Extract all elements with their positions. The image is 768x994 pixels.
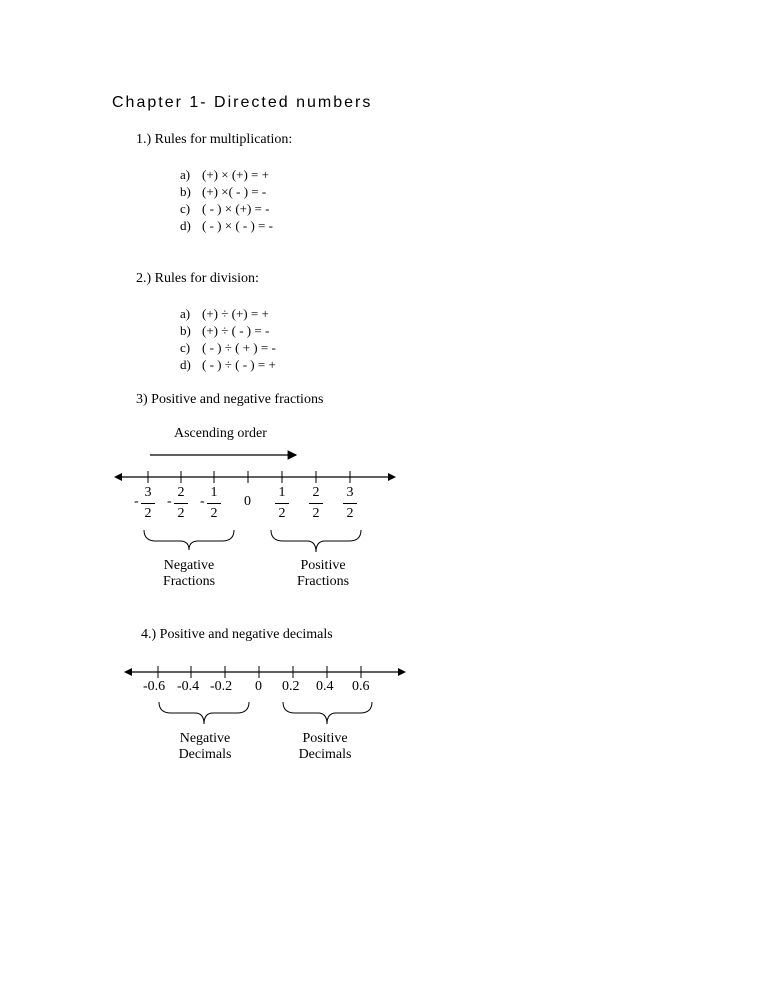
positive-label-line-2: Fractions bbox=[296, 574, 350, 589]
fraction-numerator: 1 bbox=[278, 485, 286, 500]
rule-text: ( - ) ÷ ( + ) = - bbox=[202, 340, 276, 355]
fraction-denominator: 2 bbox=[210, 506, 218, 521]
rule-label: b) bbox=[180, 323, 191, 338]
positive-decimals-label bbox=[288, 731, 362, 763]
decimal-tick-label: 0.4 bbox=[316, 679, 334, 694]
negative-fractions-label bbox=[152, 558, 226, 590]
negative-label-line-2: Decimals bbox=[178, 747, 232, 762]
decimal-tick-label: -0.4 bbox=[177, 679, 200, 694]
negative-label-line-1: Negative bbox=[163, 558, 215, 573]
positive-decimals-brace bbox=[283, 702, 372, 724]
fraction-pos-2-2 bbox=[309, 485, 323, 522]
fraction-pos-3-2 bbox=[343, 485, 357, 522]
rule-label: a) bbox=[180, 167, 191, 182]
fraction-numerator: 3 bbox=[346, 485, 354, 500]
negative-label-line-2: Fractions bbox=[162, 574, 216, 589]
fraction-bar bbox=[207, 503, 221, 504]
zero-label: 0 bbox=[244, 494, 251, 509]
rule-label: a) bbox=[180, 306, 191, 321]
fraction-bar bbox=[343, 503, 357, 504]
positive-label-line-1: Positive bbox=[300, 558, 346, 573]
division-heading: 2.) Rules for division: bbox=[136, 271, 259, 286]
decimal-tick-label: -0.2 bbox=[210, 679, 233, 694]
fraction-bar bbox=[141, 503, 155, 504]
decimal-number-line bbox=[124, 666, 406, 678]
fraction-pos-1-2 bbox=[275, 485, 289, 522]
fraction-bar bbox=[174, 503, 188, 504]
fraction-denominator: 2 bbox=[144, 506, 152, 521]
positive-fractions-label bbox=[286, 558, 360, 590]
fraction-denominator: 2 bbox=[278, 506, 286, 521]
negative-decimals-brace bbox=[159, 702, 249, 724]
multiplication-heading: 1.) Rules for multiplication: bbox=[136, 132, 293, 147]
fraction-neg-2-2 bbox=[174, 485, 188, 522]
rule-text: (+) ÷ (+) = + bbox=[202, 306, 269, 321]
negative-decimals-label bbox=[168, 731, 242, 763]
fraction-bar bbox=[275, 503, 289, 504]
rule-label: c) bbox=[180, 201, 191, 216]
rule-label: c) bbox=[180, 340, 191, 355]
rule-label: d) bbox=[180, 357, 191, 372]
fraction-numerator: 2 bbox=[177, 485, 185, 500]
rule-text: ( - ) × ( - ) = - bbox=[202, 218, 273, 233]
fraction-denominator: 2 bbox=[346, 506, 354, 521]
rule-text: ( - ) × (+) = - bbox=[202, 201, 270, 216]
positive-label-line-2: Decimals bbox=[298, 747, 352, 762]
fraction-numerator: 2 bbox=[312, 485, 320, 500]
ascending-order-label: Ascending order bbox=[174, 426, 267, 441]
fraction-denominator: 2 bbox=[312, 506, 320, 521]
minus-sign: - bbox=[200, 494, 205, 509]
fraction-denominator: 2 bbox=[177, 506, 185, 521]
decimals-heading: 4.) Positive and negative decimals bbox=[141, 627, 333, 642]
decimal-tick-label: 0 bbox=[255, 679, 262, 694]
rule-text: (+) ÷ ( - ) = - bbox=[202, 323, 270, 338]
fraction-number-line bbox=[114, 471, 396, 483]
rule-label: d) bbox=[180, 218, 191, 233]
fractions-heading: 3) Positive and negative fractions bbox=[136, 392, 324, 407]
fraction-numerator: 1 bbox=[210, 485, 218, 500]
minus-sign: - bbox=[167, 494, 172, 509]
minus-sign: - bbox=[134, 494, 139, 509]
rule-label: b) bbox=[180, 184, 191, 199]
negative-label-line-1: Negative bbox=[179, 731, 231, 746]
positive-fractions-brace bbox=[271, 530, 361, 552]
rule-text: ( - ) ÷ ( - ) = + bbox=[202, 357, 276, 372]
fraction-bar bbox=[309, 503, 323, 504]
fraction-neg-3-2 bbox=[141, 485, 155, 522]
fraction-numerator: 3 bbox=[144, 485, 152, 500]
decimal-tick-label: -0.6 bbox=[143, 679, 166, 694]
rule-text: (+) ×( - ) = - bbox=[202, 184, 267, 199]
fraction-neg-1-2 bbox=[207, 485, 221, 522]
negative-fractions-brace bbox=[144, 530, 234, 550]
rule-text: (+) × (+) = + bbox=[202, 167, 269, 182]
decimal-tick-label: 0.6 bbox=[352, 679, 370, 694]
positive-label-line-1: Positive bbox=[302, 731, 348, 746]
decimal-tick-label: 0.2 bbox=[282, 679, 300, 694]
page-title: Chapter 1- Directed numbers bbox=[112, 94, 373, 111]
